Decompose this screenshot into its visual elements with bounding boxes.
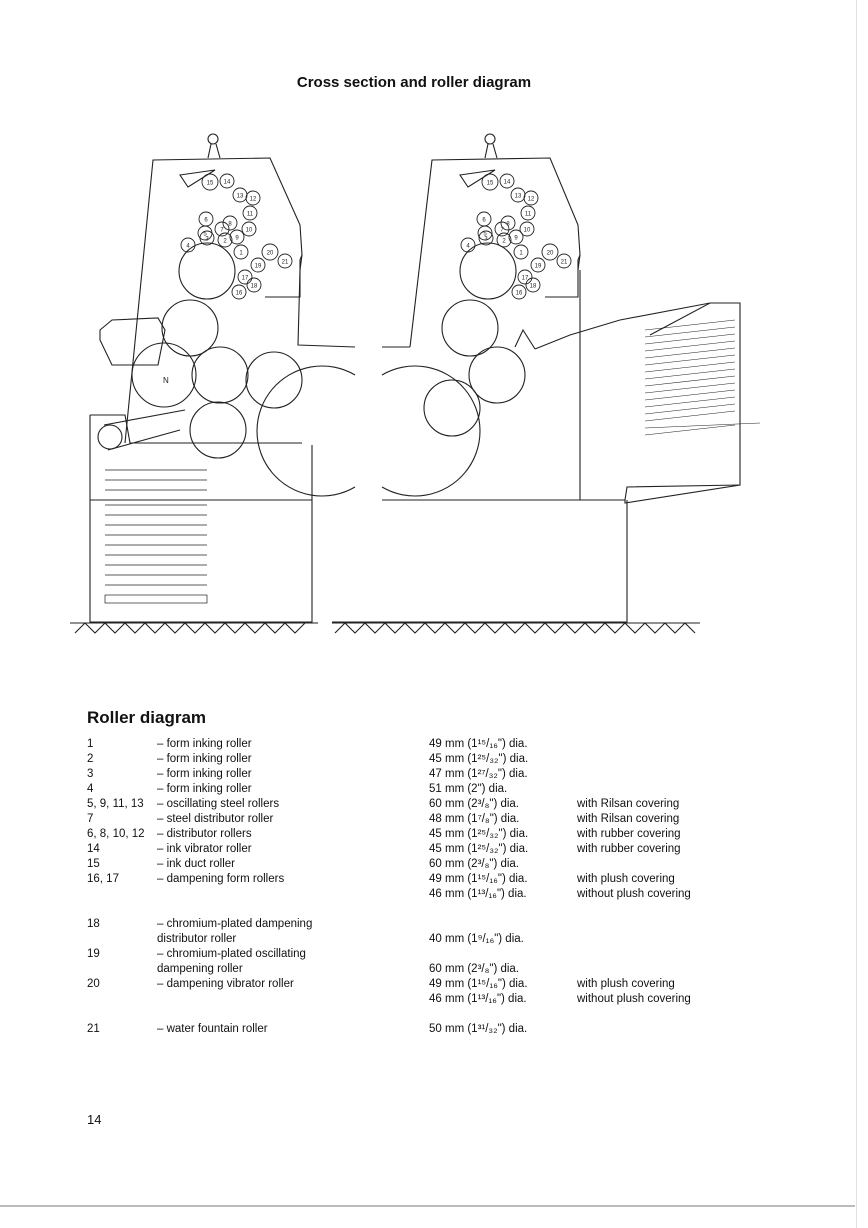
roller-label: 10 (245, 227, 253, 234)
roller-number: 19 (87, 948, 100, 960)
roller-label: 8 (506, 221, 510, 228)
roller-label: 4 (186, 243, 190, 250)
roller-label: 2 (223, 238, 227, 245)
roller-label: 12 (527, 196, 535, 203)
roller-description: – form inking roller (157, 753, 252, 765)
roller-diameter: 46 mm (1¹³/₁₆") dia. (429, 993, 527, 1005)
roller-number: 4 (87, 783, 94, 795)
svg-text:N: N (163, 376, 169, 385)
roller-label: 19 (534, 263, 542, 270)
roller-description: distributor roller (157, 933, 237, 945)
roller-label: 11 (246, 211, 254, 218)
roller-number: 5, 9, 11, 13 (87, 798, 144, 810)
roller-covering: with rubber covering (577, 843, 681, 855)
roller-label: 3 (205, 236, 209, 243)
roller-label: 20 (266, 250, 274, 257)
roller-diameter: 49 mm (1¹⁵/₁₆") dia. (429, 873, 528, 885)
roller-number: 18 (87, 918, 100, 930)
roller-covering: with plush covering (577, 873, 675, 885)
roller-label: 9 (514, 235, 518, 242)
roller-label: 19 (254, 263, 262, 270)
roller-label: 7 (500, 227, 504, 234)
roller-covering: with Rilsan covering (577, 798, 680, 810)
roller-diameter: 60 mm (2³/₈") dia. (429, 858, 520, 870)
roller-number: 15 (87, 858, 100, 870)
roller-label: 9 (235, 235, 239, 242)
roller-number: 3 (87, 768, 94, 780)
roller-number: 1 (87, 738, 94, 750)
roller-label: 16 (235, 290, 243, 297)
roller-label: 20 (546, 250, 554, 257)
roller-label: 21 (281, 259, 289, 266)
roller-number: 7 (87, 813, 94, 825)
roller-label: 15 (486, 180, 494, 187)
roller-covering: without plush covering (577, 993, 691, 1005)
roller-diameter: 45 mm (1²⁵/₃₂") dia. (429, 843, 529, 855)
roller-description: – oscillating steel rollers (157, 798, 280, 810)
roller-label: 7 (220, 227, 224, 234)
handle-knob (485, 134, 495, 144)
roller-label: 13 (236, 193, 244, 200)
roller-diameter: 47 mm (1²⁷/₃₂") dia. (429, 768, 528, 780)
roller-covering: with Rilsan covering (577, 813, 680, 825)
roller-diameter: 46 mm (1¹³/₁₆") dia. (429, 888, 527, 900)
roller-label: 5 (203, 231, 207, 238)
roller-description: – ink vibrator roller (157, 843, 252, 855)
roller-label: 5 (483, 231, 487, 238)
roller-diameter: 60 mm (2³/₈") dia. (429, 963, 520, 975)
roller-diameter: 50 mm (1³¹/₃₂") dia. (429, 1023, 528, 1035)
roller-description: – distributor rollers (157, 828, 252, 840)
roller-description: – ink duct roller (157, 858, 235, 870)
roller-label: 15 (206, 180, 214, 187)
roller-label: 17 (241, 275, 249, 282)
section-heading: Roller diagram (87, 708, 207, 727)
roller-label: 17 (521, 275, 529, 282)
roller-description: – chromium-plated dampening (157, 918, 313, 930)
roller-label: 8 (228, 221, 232, 228)
press-cross-section-diagram (60, 125, 780, 655)
roller-description: – water fountain roller (157, 1023, 268, 1035)
roller-label: 10 (523, 227, 531, 234)
roller-label: 14 (503, 179, 511, 186)
roller-diameter: 45 mm (1²⁵/₃₂") dia. (429, 828, 529, 840)
roller-covering: with plush covering (577, 978, 675, 990)
roller-label: 18 (529, 283, 537, 290)
roller-description: – dampening form rollers (157, 873, 285, 885)
roller-label: 6 (204, 217, 208, 224)
roller-label: 2 (502, 238, 506, 245)
roller-number: 21 (87, 1023, 100, 1035)
roller-description: – steel distributor roller (157, 813, 274, 825)
roller-number: 16, 17 (87, 873, 119, 885)
roller-number: 2 (87, 753, 94, 765)
roller-covering: without plush covering (577, 888, 691, 900)
roller-label: 14 (223, 179, 231, 186)
roller-diameter: 45 mm (1²⁵/₃₂") dia. (429, 753, 529, 765)
roller-description: – form inking roller (157, 768, 252, 780)
roller-label: 21 (560, 259, 568, 266)
roller-diameter: 49 mm (1¹⁵/₁₆") dia. (429, 738, 528, 750)
roller-label: 4 (466, 243, 470, 250)
roller-number: 20 (87, 978, 100, 990)
roller-label: 1 (519, 250, 523, 257)
roller-label: 1 (239, 250, 243, 257)
left-printing-unit (70, 134, 355, 633)
roller-diameter: 60 mm (2³/₈") dia. (429, 798, 520, 810)
page-number: 14 (87, 1112, 102, 1127)
right-printing-unit (332, 134, 760, 633)
roller-label: 6 (482, 217, 486, 224)
roller-description: dampening roller (157, 963, 243, 975)
roller-number: 6, 8, 10, 12 (87, 828, 145, 840)
roller-label: 3 (484, 236, 488, 243)
page-title: Cross section and roller diagram (296, 74, 532, 91)
roller-label: 16 (515, 290, 523, 297)
roller-description: – form inking roller (157, 783, 252, 795)
roller-description: – dampening vibrator roller (157, 978, 294, 990)
roller-diameter: 51 mm (2") dia. (429, 783, 508, 795)
roller-diameter: 48 mm (1⁷/₈") dia. (429, 813, 520, 825)
roller-diameter: 49 mm (1¹⁵/₁₆") dia. (429, 978, 528, 990)
roller-number: 14 (87, 843, 100, 855)
roller-label: 18 (250, 283, 258, 290)
page-edge-right (856, 0, 857, 1228)
roller-description: – form inking roller (157, 738, 252, 750)
roller-label: 13 (514, 193, 522, 200)
roller-label: 12 (249, 196, 257, 203)
roller-diameter: 40 mm (1⁹/₁₆") dia. (429, 933, 524, 945)
handle-knob (208, 134, 218, 144)
roller-label: 11 (524, 211, 532, 218)
roller-description: – chromium-plated oscillating (157, 948, 306, 960)
roller-covering: with rubber covering (577, 828, 681, 840)
page-edge-shadow (0, 1205, 855, 1207)
